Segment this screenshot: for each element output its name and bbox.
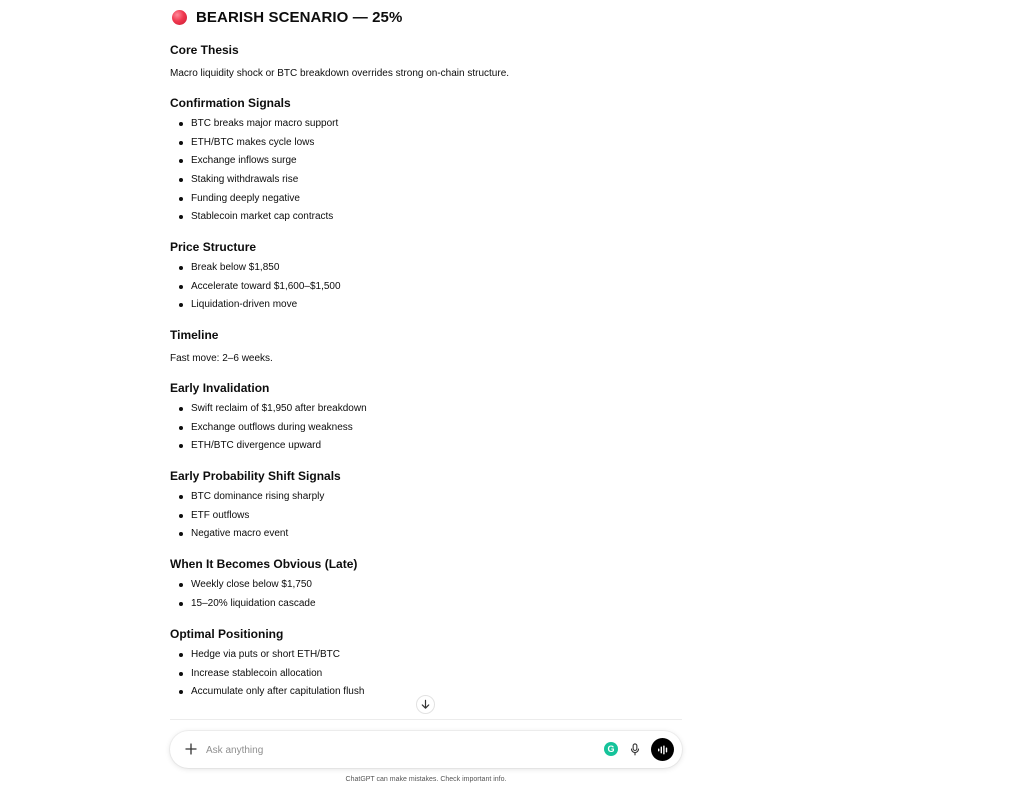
timeline-text: Fast move: 2–6 weeks.	[170, 353, 273, 364]
list-item: ETH/BTC divergence upward	[170, 440, 367, 459]
list-item: Staking withdrawals rise	[170, 174, 338, 193]
section-heading-early-invalidation: Early Invalidation	[170, 381, 270, 395]
list-item: Negative macro event	[170, 528, 324, 547]
dictate-button[interactable]	[628, 741, 642, 757]
voice-mode-button[interactable]	[651, 738, 674, 761]
list-item: Liquidation-driven move	[170, 299, 341, 318]
section-heading-timeline: Timeline	[170, 328, 219, 342]
arrow-down-icon	[420, 699, 431, 710]
list-item: ETH/BTC makes cycle lows	[170, 137, 338, 156]
scenario-title	[172, 9, 402, 26]
list-item: Weekly close below $1,750	[170, 579, 316, 598]
price-structure-list	[170, 262, 341, 318]
list-item: ETF outflows	[170, 510, 324, 529]
grammarly-glyph: G	[607, 744, 615, 754]
early-probability-list	[170, 491, 324, 547]
divider	[170, 719, 682, 720]
section-heading-core-thesis: Core Thesis	[170, 43, 239, 57]
core-thesis-text: Macro liquidity shock or BTC breakdown overrides strong on-chain structure.	[170, 68, 510, 79]
mic-icon	[630, 743, 640, 756]
grammarly-icon[interactable]	[604, 742, 618, 756]
ask-anything-input[interactable]	[206, 742, 586, 758]
section-heading-becomes-obvious: When It Becomes Obvious (Late)	[170, 557, 358, 571]
section-heading-confirmation-signals: Confirmation Signals	[170, 96, 291, 110]
list-item: Accelerate toward $1,600–$1,500	[170, 281, 341, 300]
red-circle-icon	[172, 10, 187, 25]
optimal-positioning-list	[170, 649, 364, 705]
list-item: Stablecoin market cap contracts	[170, 211, 338, 230]
list-item: Exchange inflows surge	[170, 155, 338, 174]
scroll-to-bottom-button[interactable]	[416, 695, 435, 714]
list-item: Exchange outflows during weakness	[170, 422, 367, 441]
disclaimer-note: ChatGPT can make mistakes. Check important info.	[345, 776, 507, 783]
plus-icon	[185, 743, 197, 755]
list-item: Hedge via puts or short ETH/BTC	[170, 649, 364, 668]
list-item: BTC dominance rising sharply	[170, 491, 324, 510]
list-item: Break below $1,850	[170, 262, 341, 281]
list-item: BTC breaks major macro support	[170, 118, 338, 137]
early-invalidation-list	[170, 403, 367, 459]
list-item: Increase stablecoin allocation	[170, 668, 364, 687]
becomes-obvious-list	[170, 579, 316, 616]
list-item: 15–20% liquidation cascade	[170, 598, 316, 617]
add-attachment-button[interactable]	[182, 740, 200, 758]
message-composer	[170, 731, 682, 768]
list-item: Accumulate only after capitulation flush	[170, 686, 364, 705]
list-item: Swift reclaim of $1,950 after breakdown	[170, 403, 367, 422]
confirmation-signals-list	[170, 118, 338, 230]
section-heading-early-probability: Early Probability Shift Signals	[170, 469, 341, 483]
scenario-title-text: BEARISH SCENARIO — 25%	[196, 9, 403, 26]
section-heading-price-structure: Price Structure	[170, 240, 257, 254]
list-item: Funding deeply negative	[170, 193, 338, 212]
section-heading-optimal-positioning: Optimal Positioning	[170, 627, 284, 641]
voice-waveform-icon	[657, 745, 669, 755]
